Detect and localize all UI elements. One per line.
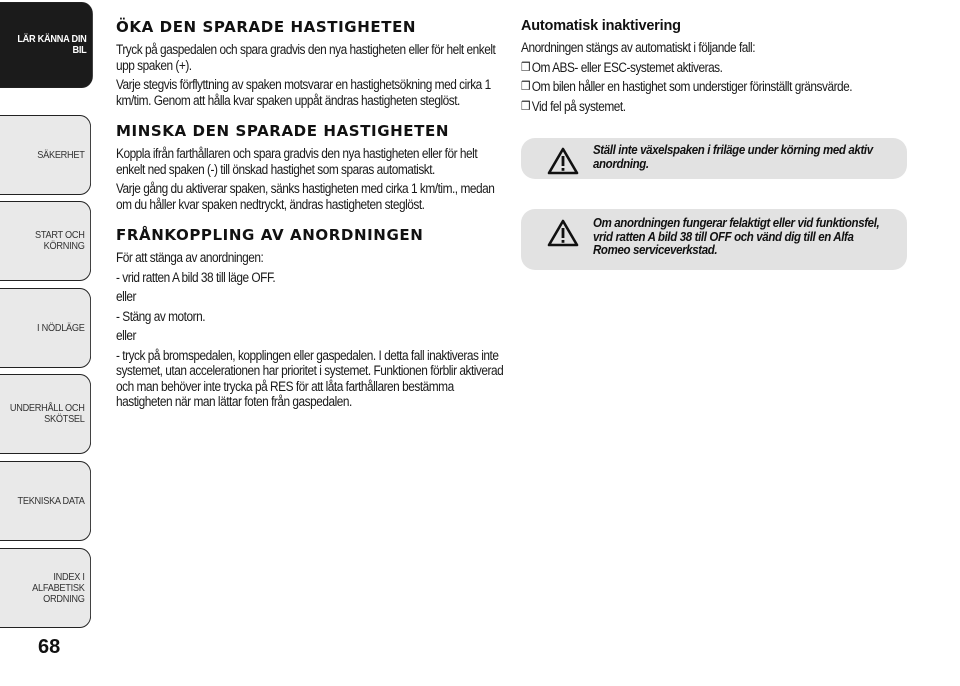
paragraph: Tryck på gaspedalen och spara gradvis den nya hastigheten eller för helt enkelt upp spaken (+).	[116, 42, 496, 73]
paragraph: eller	[116, 328, 137, 343]
paragraph: - Stäng av motorn.	[116, 308, 206, 324]
paragraph: Varje gång du aktiverar spaken, sänks hastigheten med cirka 1 km/tim., medan om du håller kvar spaken nedtryckt, ändras hastigheten steglöst.	[116, 181, 495, 212]
tab-start-och-korning[interactable]	[0, 201, 91, 281]
list-item	[521, 99, 909, 115]
list-item-text: Om ABS- eller ESC-systemet aktiveras.	[531, 59, 723, 75]
paragraph: - vrid ratten A bild 38 till läge OFF.	[116, 269, 276, 285]
checkbox-bullet-icon: ❒	[521, 79, 530, 93]
paragraph: Varje stegvis förflyttning av spaken motsvarar en hastighetsökning med cirka 1 km/tim. Genom att hålla kvar spaken uppåt ändras hastigheten steglöst.	[116, 77, 491, 108]
warning-text: Om anordningen fungerar felaktigt eller vid funktionsfel, vrid ratten A bild 38 till OFF och vänd dig till en Alfa Romeo serviceverkstad.	[593, 216, 880, 257]
page-number: 68	[38, 636, 61, 658]
tab-label: I NÖDLÄGE	[37, 322, 85, 334]
tab-sakerhet[interactable]	[0, 115, 91, 195]
list-item	[521, 79, 909, 95]
tab-tekniska-data[interactable]	[0, 461, 91, 541]
tab-i-nodlage[interactable]	[0, 288, 91, 368]
warning-triangle-icon	[547, 147, 579, 180]
tab-label: BIL	[72, 45, 87, 56]
section-heading: MINSKA DEN SPARADE HASTIGHETEN	[116, 122, 450, 140]
tab-label: START OCH	[34, 230, 85, 241]
paragraph: Koppla ifrån farthållaren och spara gradvis den nya hastigheten eller för helt enkelt ned spaken (-) till önskad hastighet som sparas automatiskt.	[116, 146, 478, 177]
tab-label: UNDERHÅLL OCH	[9, 403, 85, 414]
tab-label: SKÖTSEL	[44, 414, 85, 425]
tab-label: INDEX I ALFABETISK	[32, 571, 85, 594]
tab-underhall-och-skotsel[interactable]	[0, 374, 91, 454]
tab-label: ORDNING	[43, 593, 85, 605]
right-column	[521, 18, 911, 270]
paragraph: eller	[116, 289, 137, 304]
warning-box	[521, 138, 907, 179]
checkbox-bullet-icon: ❒	[521, 59, 530, 74]
list-item	[521, 60, 909, 76]
warning-triangle-icon	[547, 219, 579, 252]
warning-box	[521, 209, 907, 270]
list-item-text: Vid fel på systemet.	[531, 98, 626, 114]
checkbox-bullet-icon: ❒	[521, 98, 530, 113]
left-column	[116, 18, 506, 414]
paragraph: För att stänga av anordningen:	[116, 250, 264, 265]
tab-index-i-alfabetisk-ordning[interactable]	[0, 548, 91, 628]
tab-lar-kanna-din-bil[interactable]	[0, 2, 93, 88]
tab-label: KÖRNING	[43, 241, 85, 252]
list-item-text: Om bilen håller en hastighet som understiger förinställt gränsvärde.	[531, 79, 853, 94]
tab-label: TEKNISKA DATA	[17, 495, 85, 507]
paragraph: - tryck på bromspedalen, kopplingen eller gaspedalen. I detta fall inaktiveras inte systemet, utan accelerationen har prioritet i systemet. Funktionen förblir aktiverad och man behöver inte trycka på RES för att låta farthållaren bestämma hastigheten när man lättar foten från gaspedalen.	[116, 347, 504, 409]
warning-text: Ställ inte växelspaken i friläge under körning med aktiv anordning.	[593, 143, 873, 171]
tab-label: LÄR KÄNNA DIN	[17, 34, 87, 45]
section-heading: FRÅNKOPPLING AV ANORDNINGEN	[116, 226, 424, 244]
subsection-heading: Automatisk inaktivering	[521, 18, 681, 34]
tab-label: SÄKERHET	[37, 149, 85, 161]
paragraph: Anordningen stängs av automatiskt i följande fall:	[521, 40, 756, 55]
section-heading: ÖKA DEN SPARADE HASTIGHETEN	[116, 18, 417, 36]
